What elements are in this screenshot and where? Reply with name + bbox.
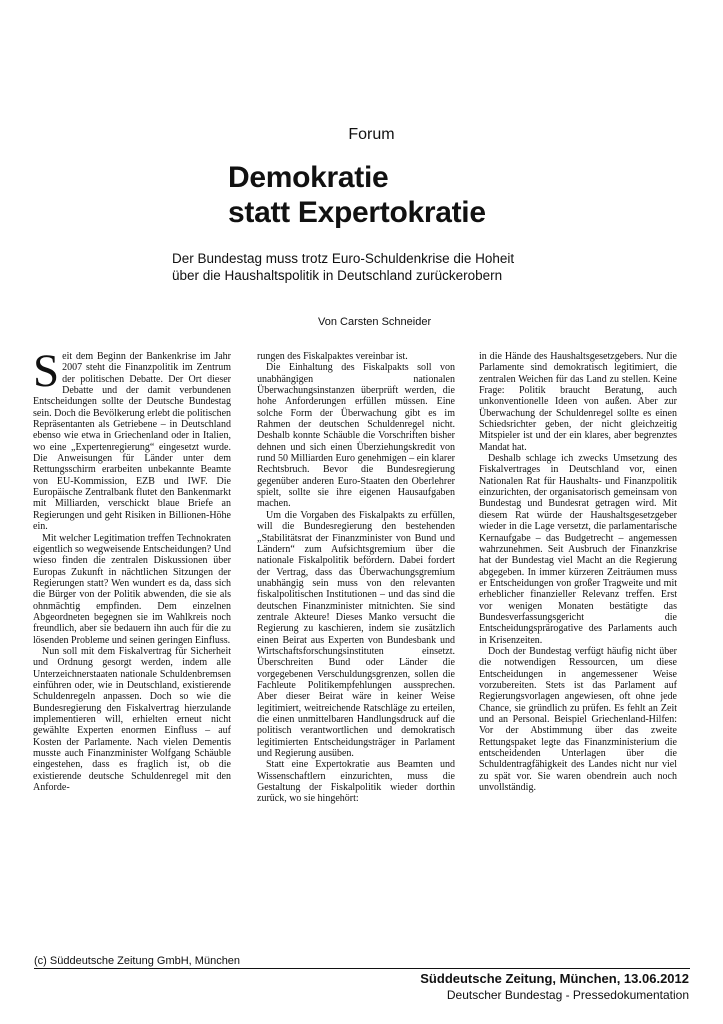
article-paragraph: Nun soll mit dem Fiskalvertrag für Sicherheit und Ordnung gesorgt werden, indem alle Unterzeichnerstaaten nationale Schuldenbremsen einführen oder, wie in Deutschland, existierende Schuldenregeln anpassen. Doch so wie die Bundesregierung den Fiskalvertrag hierzulande implementieren will, erhielten erneut nicht gewählte Experten enormen Einfluss – auf Kosten der Parlamente. Nach vielen Dementis musste auch Finanzminister Wolfgang Schäuble eingestehen, dass es fraglich ist, ob die existierende deutsche Schuldenregel mit den Anforde- — [33, 645, 231, 794]
article-column-1 — [33, 345, 232, 794]
headline-line-1: Demokratie — [228, 161, 389, 194]
publication-source: Süddeutsche Zeitung, München, 13.06.2012 — [420, 971, 689, 986]
archive-label: Deutscher Bundestag - Pressedokumentation — [446, 988, 689, 1002]
article-paragraph: Die Einhaltung des Fiskalpakts soll von unabhängigen nationalen Überwachungsinstanzen überprüft werden, die hohe Anforderungen erfüllen müssen. Eine solche Form der Überwachung gibt es im Rahmen der deutschen Schuldenregel nicht. Deshalb konnte Schäuble die Vorschriften bisher dehnen und sich einen Überziehungskredit von rund 50 Milliarden Euro genehmigen – ein klarer Rechtsbruch. Bevor die Bundesregierung gegenüber anderen Euro-Staaten den Oberlehrer spielt, sollte sie ihre eigenen Hausaufgaben machen. — [257, 362, 455, 510]
article-paragraph: in die Hände des Haushaltsgesetzgebers. Nur die Parlamente sind demokratisch legitimiert, die zentralen Weichen für das Land zu stellen. Keine Frage: Politik braucht Beratung, auch unkonventionelle Ideen von außen. Aber zur Überwachung der Schuldenregel sollte es einen Schiedsrichter geben, der nicht gleichzeitig Mitspieler ist und der ein klares, aber begrenztes Mandat hat. — [479, 351, 677, 453]
subheadline-line-2: über die Haushaltspolitik in Deutschland zurückerobern — [172, 268, 503, 283]
article-paragraph: Deshalb schlage ich zwecks Umsetzung des Fiskalvertrages in Deutschland vor, einen Nationalen Rat für Haushalts- und Finanzpolitik einzurichten, der organisatorisch gemeinsam von Bundestag und Bundesrat getragen wird. Mit diesem Rat würde der Haushaltsgesetzgeber wieder in die Lage versetzt, die parlamentarische Kernaufgabe – das Budgetrecht – angemessen wahrzunehmen. Seit Ausbruch der Finanzkrise hat der Bundestag viel Macht an die Regierung abgegeben. In immer kürzeren Zeiträumen muss er Entscheidungen von großer Tragweite und mit erheblicher finanzieller Relevanz treffen. Erst vor wenigen Monaten bestätigte das Bundesverfassungsgericht die Entscheidungsprärogative des Parlaments auch in Krisenzeiten. — [479, 453, 677, 646]
article-paragraph: Doch der Bundestag verfügt häufig nicht über die notwendigen Ressourcen, um diese Entscheidungen in angemessener Weise vorzubereiten. Stets ist das Parlament auf Regierungsvorlagen angewiesen, oft ohne jede Chance, sie gründlich zu prüfen. Es fehlt an Zeit und an Personal. Beispiel Griechenland-Hilfen: Vor der Abstimmung über das zweite Rettungspaket legte das Finanzministerium die entscheidenden Unterlagen über die Schuldentragfähigkeit des Landes nicht nur viel zu spät vor. Sie waren obendrein auch noch unvollständig. — [479, 645, 677, 794]
drop-cap: S — [33, 345, 60, 397]
article-paragraph — [33, 345, 232, 533]
paragraph-text: eit dem Beginn der Bankenkrise im Jahr 2007 steht die Finanzpolitik im Zentrum der politischen Debatte. Der Ort dieser Debatte und der damit verbundenen Entscheidungen sollte der Deutsche Bundestag sein. Doch die Bevölkerung erlebt die politischen Repräsentanten als Getriebene – in Deutschland ebenso wie etwa in Griechenland oder in Italien, wo eine „Expertenregierung“ eingesetzt wurde. Die Anweisungen für Länder unter dem Rettungsschirm erarbeiten unbekannte Beamte von EU-Kommission, EZB und IWF. Die Europäische Zentralbank flutet den Bankenmarkt mit Milliarden, verschickt blaue Briefe an Regierungen und geht Risiken in Billionen-Höhe ein. — [33, 351, 232, 533]
article-paragraph: Statt eine Expertokratie aus Beamten und Wissenschaftlern einzurichten, muss die Gestaltung der Fiskalpolitik wieder dorthin zurück, wo sie hingehört: — [257, 759, 455, 805]
footer-divider — [34, 968, 690, 969]
article-paragraph: Mit welcher Legitimation treffen Technokraten eigentlich so wegweisende Entscheidungen? Und wieso finden die zentralen Diskussionen über Europas Zukunft in nächtlichen Sitzungen der Regierungen statt? Wen wundert es da, dass sich die Bürger von der Politik abwenden, die sie als ohnmächtig empfinden. Dem einzelnen Abgeordneten begegnen sie im Wahlkreis noch freundlich, aber sie bedauern ihn auch für die zu lösenden Probleme und seinen geringen Einfluss. — [33, 532, 231, 646]
article-column-2 — [257, 351, 455, 805]
article-paragraph: rungen des Fiskalpaktes vereinbar ist. — [257, 351, 408, 362]
headline — [228, 160, 486, 230]
article-column-3 — [479, 351, 677, 793]
subheadline-line-1: Der Bundestag muss trotz Euro-Schuldenkrise die Hoheit — [172, 251, 515, 266]
article-paragraph: Um die Vorgaben des Fiskalpakts zu erfüllen, will die Bundesregierung den bestehenden „Stabilitätsrat der Finanzminister von Bund und Ländern“ zum Aufsichtsgremium über die nationale Fiskalpolitik befördern. Dabei fordert der Vertrag, dass das Überwachungsgremium unabhängig sein muss von den relevanten fiskalpolitischen Institutionen – und das sind die deutschen Finanzminister mitnichten. Sie sind zentrale Akteure! Dieses Manko versucht die Regierung zu kaschieren, indem sie zusätzlich einen Beirat aus Experten von Bundesbank und Wirtschaftsforschungsinstituten einsetzt. Überschreiten Bund oder Länder die vorgegebenen Verschuldungsgrenzen, sollen die Fachleute Politikempfehlungen aussprechen. Aber dieser Beirat wäre in keiner Weise legitimiert, weitreichende Ratschläge zu erteilen, die einen unmittelbaren Handlungsdruck auf die politisch verantwortlichen und demokratisch legitimierten Entscheidungsträger in Parlament und Regierung ausüben. — [257, 509, 455, 760]
section-label: Forum — [348, 126, 395, 143]
headline-line-2: statt Expertokratie — [228, 196, 486, 229]
byline: Von Carsten Schneider — [318, 316, 432, 328]
copyright-notice: (c) Süddeutsche Zeitung GmbH, München — [34, 955, 241, 967]
subheadline — [172, 250, 672, 284]
